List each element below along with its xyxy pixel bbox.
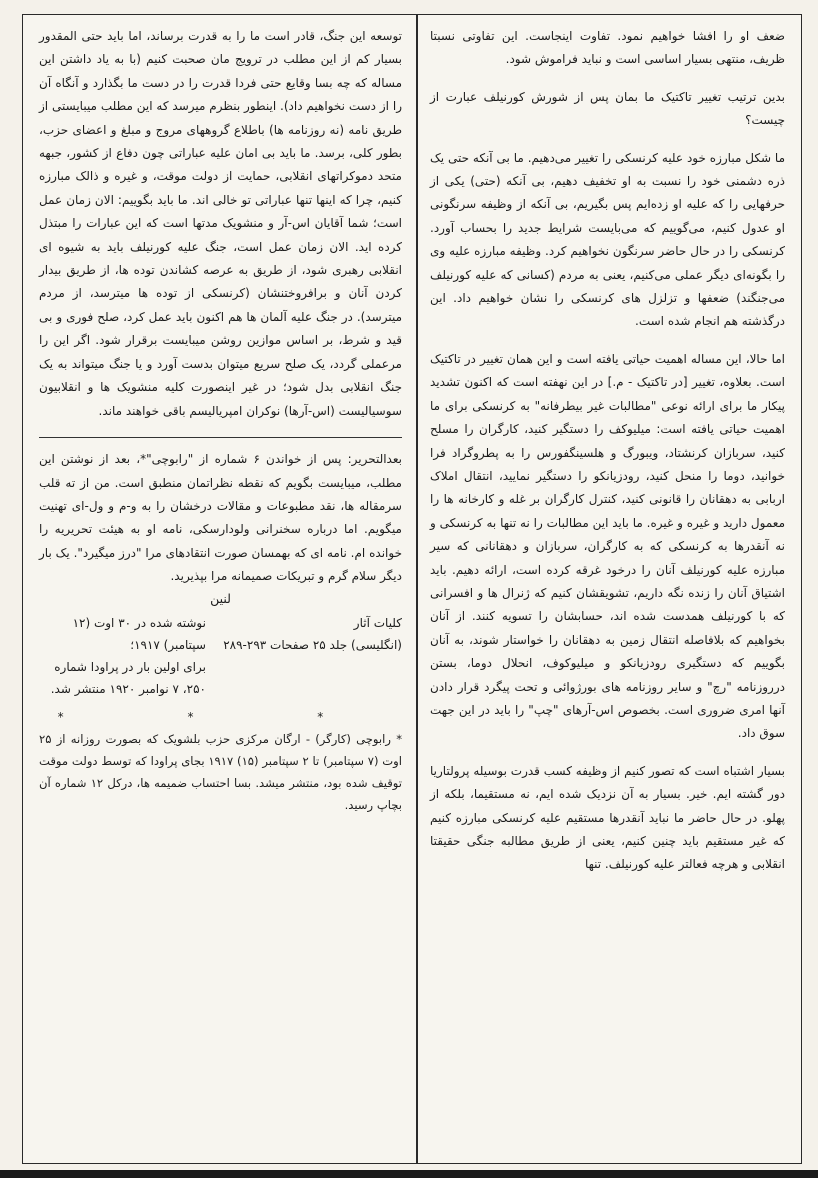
paragraph: توسعه این جنگ، قادر است ما را به قدرت برساند، اما باید حتی المقدور بسیار کم از این مطلب در ترویج مان صحبت کنیم (با به یاد داشتن این مساله که چه بسا وقایع حتی فردا قدرت را در دست ما بگذارد و آنگاه آن را از دست نخواهیم داد). اینطور بنظرم میرسد که این مطلب میبایستی از طریق نامه (نه روزنامه ها) باطلاع گروههای مروج و مبلغ و اعضای حزب، بطور کلی، برسد. ما باید بی امان علیه عباراتی چون دفاع از کشور، جبهه متحد دموکراتهای انقلابی، حمایت از دولت موقت، و غیره و ذالک مبارزه کنیم، چرا که اینها تنها عباراتی تو خالی اند. ما باید بگوییم: الان زمان عمل است؛ شما آقایان اس-آر و منشویک مدتها است که این عبارات را مبتذل کرده اید. الان زمان عمل است، جنگ علیه کورنیلف باید به شیوه ای انقلابی رهبری شود، از طریق به عرصه کشاندن توده ها، از طریق بیدار کردن آنان و برافروختنشان (کرنسکی از توده ها میترسد، از مردم میترسد). در جنگ علیه آلمان ها هم اکنون باید عمل کرد، صلح فوری و بی قید و شرط، بر اساس موازین روشن میبایست برقرار شود. اگر این را مرعملی گردد، یک صلح سریع میتوان بدست آورد و یا جنگ میتواند به یک جنگ انقلابی بدل شود؛ در غیر اینصورت کلیه منشویک ها و انقلابیون سوسیالیست (اس-آرها) نوکران امپریالیسم باقی خواهند ماند. — [39, 29, 402, 418]
postscript: بعدالتحریر: پس از خواندن ۶ شماره از "رابوچی"*، بعد از نوشتن این مطلب، میبایست بگویم که نقطه نظراتمان منطبق است. من از ته قلب سرمقاله ها، نقد مطبوعات و مقالات درخشان را به و-م و ول-ای تهنیت میگویم. اما درباره سخنرانی ولودارسکی، نامه او به هیئت تحریریه را خوانده ام. نامه ای که بهمسان صورت انتقادهای مرا "درز میگیرد". یک بار دیگر سلام گرم و تبریکات صمیمانه مرا بپذیرید. — [39, 452, 402, 584]
paragraph: بسیار اشتباه است که تصور کنیم از وظیفه کسب قدرت بوسیله پرولتاریا دور گشته ایم. خیر. بسیار به آن نزدیک شده ایم، نه مستقیما، بلکه از پهلو. در حال حاضر ما نباید آنقدرها مستقیم علیه کرنسکی مبارزه کنیم که غیر مستقیم باید چنین کنیم، یعنی از طریق مطالبه جنگی حقیقتا انقلابی و هرچه فعالتر علیه کورنیلف. تنها — [430, 763, 785, 872]
signature: لنین — [210, 590, 231, 606]
meta-line: برای اولین بار در پراودا شماره ۲۵۰، ۷ نوامبر ۱۹۲۰ منتشر شد. — [50, 659, 206, 696]
meta-line: (انگلیسی) جلد ۲۵ صفحات ۲۹۳-۲۸۹ — [223, 637, 402, 652]
meta-line: کلیات آثار — [353, 615, 402, 630]
publication-meta — [39, 612, 402, 700]
meta-date — [39, 612, 206, 700]
paragraph: ضعف او را افشا خواهیم نمود. تفاوت اینجاست. این تفاوتی نسبتا ظریف، منتهی بسیار اساسی است و نباید فراموش شود. — [430, 29, 785, 67]
separator-stars: * * * — [57, 709, 384, 724]
left-column — [23, 15, 416, 1163]
document-page — [22, 14, 802, 1164]
paragraph: اما حالا، این مساله اهمیت حیاتی یافته است و این همان تغییر در تاکتیک است. بعلاوه، تغییر [در تاکتیک - م.] در این نهفته است که اکنون تشدید پیکار ما برای ارائه نوعی "مطالبات غیر بیطرفانه" به کرنسکی برای ما اهمیت حیاتی یافته است: میلیوکف را دستگیر کنید، کارگران را مسلح کنید، سربازان کرنشتاد، ویبورگ و هلسینگفورس را به پطروگراد فرا خوانید، دوما را منحل کنید، رودزیانکو را دستگیر نمایید، انتقال املاک اربابی به دهقانان را قانونی کنید، کنترل کارگران بر غله و کارخانه ها را معمول دارید و غیره و غیره. ما باید این مطالبات را نه تنها به کرنسکی و نه آنقدرها به کرنسکی که به کارگران، سربازان و دهقانانی که سیر مبارزه علیه کورنیلف آنان را درخود غرقه کرده است، ارائه دهیم. باید اشتیاق آنان را زنده نگه داریم، تشویقشان کنیم که ژنرال ها و افسرانی که با کورنیلف همدست شده اند، حسابشان را تسویه کنند. از آنان بخواهیم که بلافاصله انتقال زمین به دهقانان را خواستار شوند، به آنان بگوییم که دستگیری رودزیانکو و میلیوکوف، انحلال دوما، بستن درروزنامه "رچ" و سایر روزنامه های بورژوائی و تحت پیگرد قرار دادن آنها امری ضروری است. بخصوص اس-آرهای "چپ" را باید در این جهت سوق داد. — [430, 351, 785, 741]
right-column — [416, 15, 801, 1163]
section-divider — [39, 437, 402, 438]
paragraph: ما شکل مبارزه خود علیه کرنسکی را تغییر می‌دهیم. ما بی آنکه حتی یک ذره دشمنی خود را نسبت به او تخفیف دهیم، بی آنکه (حتی) یکی از حرفهایی را که علیه او زده‌ایم پس بگیریم، بی آنکه از وظیفه سرنگونی او عدول کنیم، می‌گوییم که می‌بایست شرایط جدید را بحساب آورد. کرنسکی را در حال حاضر سرنگون نخواهیم کرد. وظیفه مبارزه علیه وی را بگونه‌ای دیگر عملی می‌کنیم، یعنی به مردم (کسانی که علیه کورنیلف می‌جنگند) ضعفها و تزلزل های کرنسکی را نشان خواهیم داد. این درگذشته هم انجام شده است. — [430, 150, 785, 329]
footnote-text: * رابوچی (کارگر) - ارگان مرکزی حزب بلشویک که بصورت روزانه از ۲۵ اوت (۷ سپتامبر) تا ۲ سپتامبر (۱۵) ۱۹۱۷ بجای پراودا که توسط دولت موقت توقیف شده بود، منتشر میشد. بسا احتساب ضمیمه ها، درکل ۱۲ شماره آن بچاپ رسید. — [39, 731, 402, 812]
meta-line: نوشته شده در ۳۰ اوت (۱۲ سپتامبر) ۱۹۱۷؛ — [72, 615, 206, 652]
column-divider — [416, 15, 418, 1163]
footnote — [39, 728, 402, 816]
paragraph: بدین ترتیب تغییر تاکتیک ما بمان پس از شورش کورنیلف عبارت از چیست؟ — [430, 89, 785, 128]
scan-edge — [0, 1170, 818, 1178]
meta-source — [221, 612, 403, 700]
